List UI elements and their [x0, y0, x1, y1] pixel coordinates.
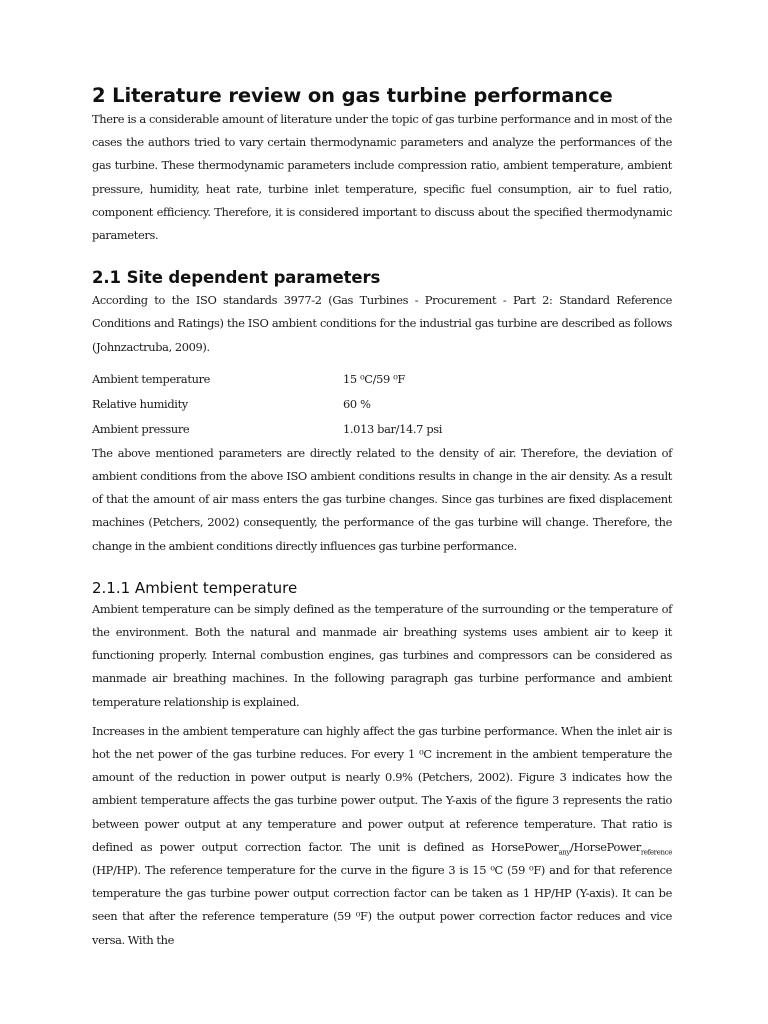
- paragraph-2-text-a: Increases in the ambient temperature can highly affect the gas turbine performance. When the inlet air is hot the net power of the gas turbine reduces. For every 1 ⁰C increment in the ambient temperature the amount of the reduction in power output is nearly 0.9% (Petchers, 2002). Figure 3 indicates how the ambient temperature affects the gas turbine power output. The Y-axis of the figure 3 represents the ratio between power output at any temperature and power output at reference temperature. That ratio is defined as power output correction factor. The unit is defined as HorsePower: [92, 723, 672, 854]
- section-2-1-intro: According to the ISO standards 3977-2 (Gas Turbines - Procurement - Part 2: Standard Reference Conditions and Ratings) the ISO ambient conditions for the industrial gas turbine are described as follows (Johnzactruba, 2009).: [92, 293, 672, 354]
- section-2-1-1-heading: 2.1.1 Ambient temperature: [92, 578, 298, 597]
- iso-conditions-list: [92, 367, 672, 442]
- condition-row: [92, 392, 672, 417]
- condition-row: [92, 367, 672, 392]
- section-2-1-1-paragraph-2: [92, 720, 672, 952]
- section-2-1-1-paragraph-1: Ambient temperature can be simply defined as the temperature of the surrounding or the temperature of the environment. Both the natural and manmade air breathing systems uses ambient air to keep it functioning properly. Internal combustion engines, gas turbines and compressors can be considered as manmade air breathing machines. In the following paragraph gas turbine performance and ambient temperature relationship is explained.: [92, 601, 672, 709]
- subscript-any: any: [558, 848, 571, 857]
- section-2-paragraph: There is a considerable amount of literature under the topic of gas turbine performance and in most of the cases the authors tried to vary certain thermodynamic parameters and analyze the performances of the gas turbine. These thermodynamic parameters include compression ratio, ambient temperature, ambient pressure, humidity, heat rate, turbine inlet temperature, specific fuel consumption, air to fuel ratio, component efficiency. Therefore, it is considered important to discuss about the specified thermodynamic parameters.: [92, 112, 672, 243]
- subscript-reference: reference: [640, 848, 672, 857]
- condition-value: 1.013 bar/14.7 psi: [343, 421, 443, 436]
- paragraph-2-slash: /HorsePower: [570, 839, 641, 854]
- condition-row: [92, 417, 672, 442]
- condition-label: Relative humidity: [92, 396, 188, 411]
- section-2-heading: 2 Literature review on gas turbine performance: [92, 84, 613, 107]
- condition-label: Ambient temperature: [92, 371, 211, 386]
- condition-value: 15 ⁰C/59 ⁰F: [343, 371, 405, 386]
- section-2-1-heading: 2.1 Site dependent parameters: [92, 268, 381, 288]
- section-2-1-paragraph: The above mentioned parameters are directly related to the density of air. Therefore, the deviation of ambient conditions from the above ISO ambient conditions results in change in the air density. As a result of that the amount of air mass enters the gas turbine changes. Since gas turbines are fixed displacement machines (Petchers, 2002) consequently, the performance of the gas turbine will change. Therefore, the change in the ambient conditions directly influences gas turbine performance.: [92, 445, 672, 553]
- condition-label: Ambient pressure: [92, 421, 190, 436]
- document-page: [92, 84, 672, 952]
- condition-value: 60 %: [343, 396, 371, 411]
- paragraph-2-text-b: (HP/HP). The reference temperature for the curve in the figure 3 is 15 ⁰C (59 ⁰F) and for that reference temperature the gas turbine power output correction factor can be taken as 1 HP/HP (Y-axis). It can be seen that after the reference temperature (59 ⁰F) the output power correction factor reduces and vice versa. With the: [92, 863, 672, 947]
